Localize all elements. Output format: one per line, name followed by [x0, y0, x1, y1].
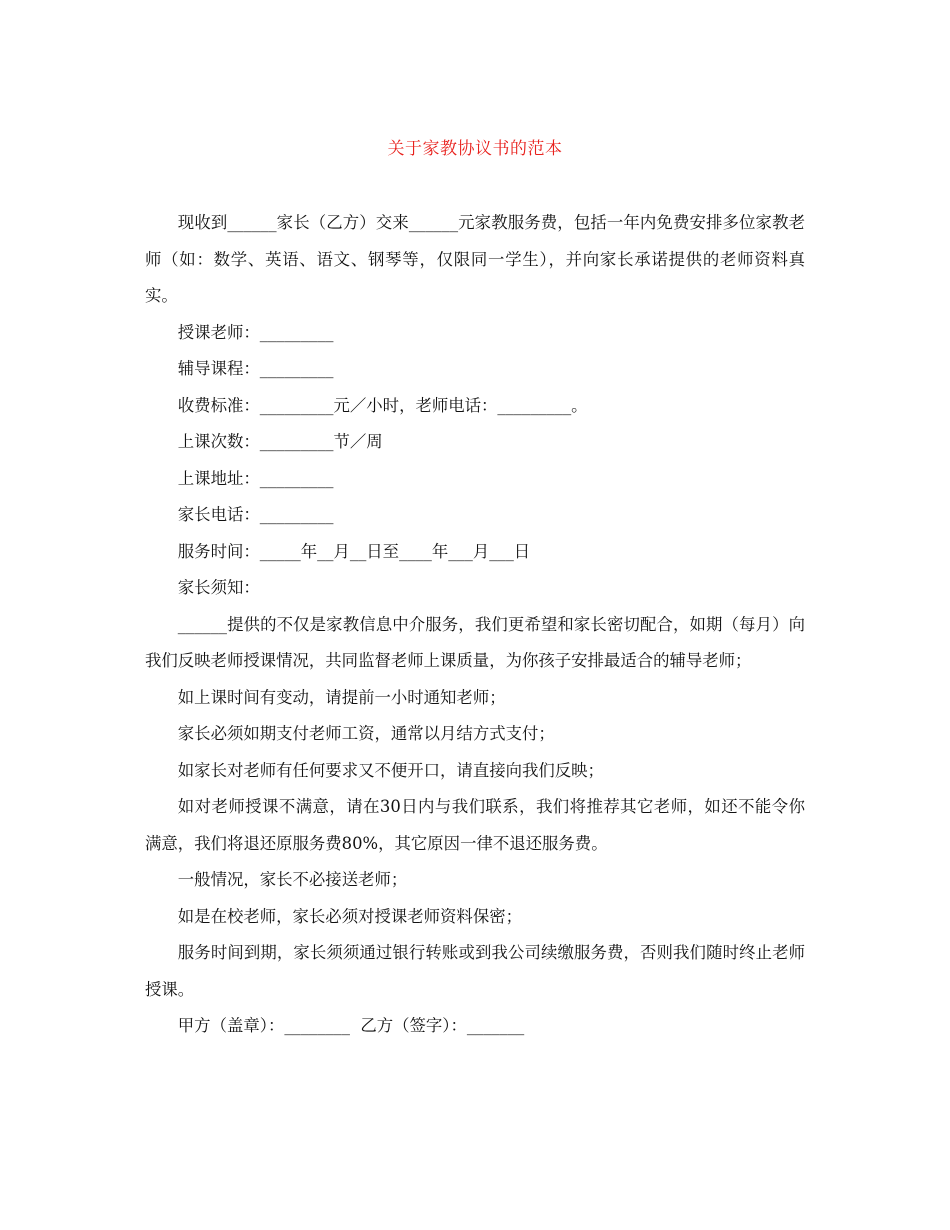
field-teacher: 授课老师：_________	[177, 322, 334, 342]
paragraph-receipt: 现收到______家长（乙方）交来______元家教服务费，包括一年内免费安排多位家教老师（如：数学、英语、语文、钢琴等，仅限同一学生），并向家长承诺提供的老师资料真实。	[145, 213, 805, 305]
notice-item-1: ______提供的不仅是家教信息中介服务，我们更希望和家长密切配合，如期（每月）向我们反映老师授课情况，共同监督老师上课质量，为你孩子安排最适合的辅导老师；	[145, 614, 805, 670]
field-fee-standard: 收费标准：_________元／小时，老师电话：_________。	[177, 395, 588, 415]
notice-item-6: 一般情况，家长不必接送老师；	[177, 870, 408, 889]
notice-item-8: 服务时间到期，家长须须通过银行转账或到我公司续缴服务费，否则我们随时终止老师授课。	[145, 943, 805, 999]
field-service-period: 服务时间：_____年__月__日至____年___月___日	[177, 541, 531, 561]
document-title: 关于家教协议书的范本	[387, 139, 563, 159]
document-body	[145, 205, 805, 1045]
field-course: 辅导课程：_________	[177, 359, 334, 378]
field-lesson-address: 上课地址：_________	[177, 468, 334, 488]
notice-item-4: 如家长对老师有任何要求又不便开口，请直接向我们反映；	[177, 760, 604, 780]
notice-item-3: 家长必须如期支付老师工资，通常以月结方式支付；	[177, 724, 555, 743]
field-parent-phone: 家长电话：_________	[177, 505, 334, 524]
signature-line: 甲方（盖章）：________ 乙方（签字）：_______	[177, 1016, 525, 1035]
notice-item-7: 如是在校老师，家长必须对授课老师资料保密；	[177, 906, 522, 926]
notice-heading: 家长须知：	[177, 578, 260, 597]
field-lesson-count: 上课次数：_________节／周	[177, 432, 383, 451]
notice-item-2: 如上课时间有变动，请提前一小时通知老师；	[177, 687, 506, 707]
notice-item-5: 如对老师授课不满意，请在30日内与我们联系，我们将推荐其它老师，如还不能令你满意，我们将退还原服务费80%，其它原因一律不退还服务费。	[145, 797, 805, 853]
